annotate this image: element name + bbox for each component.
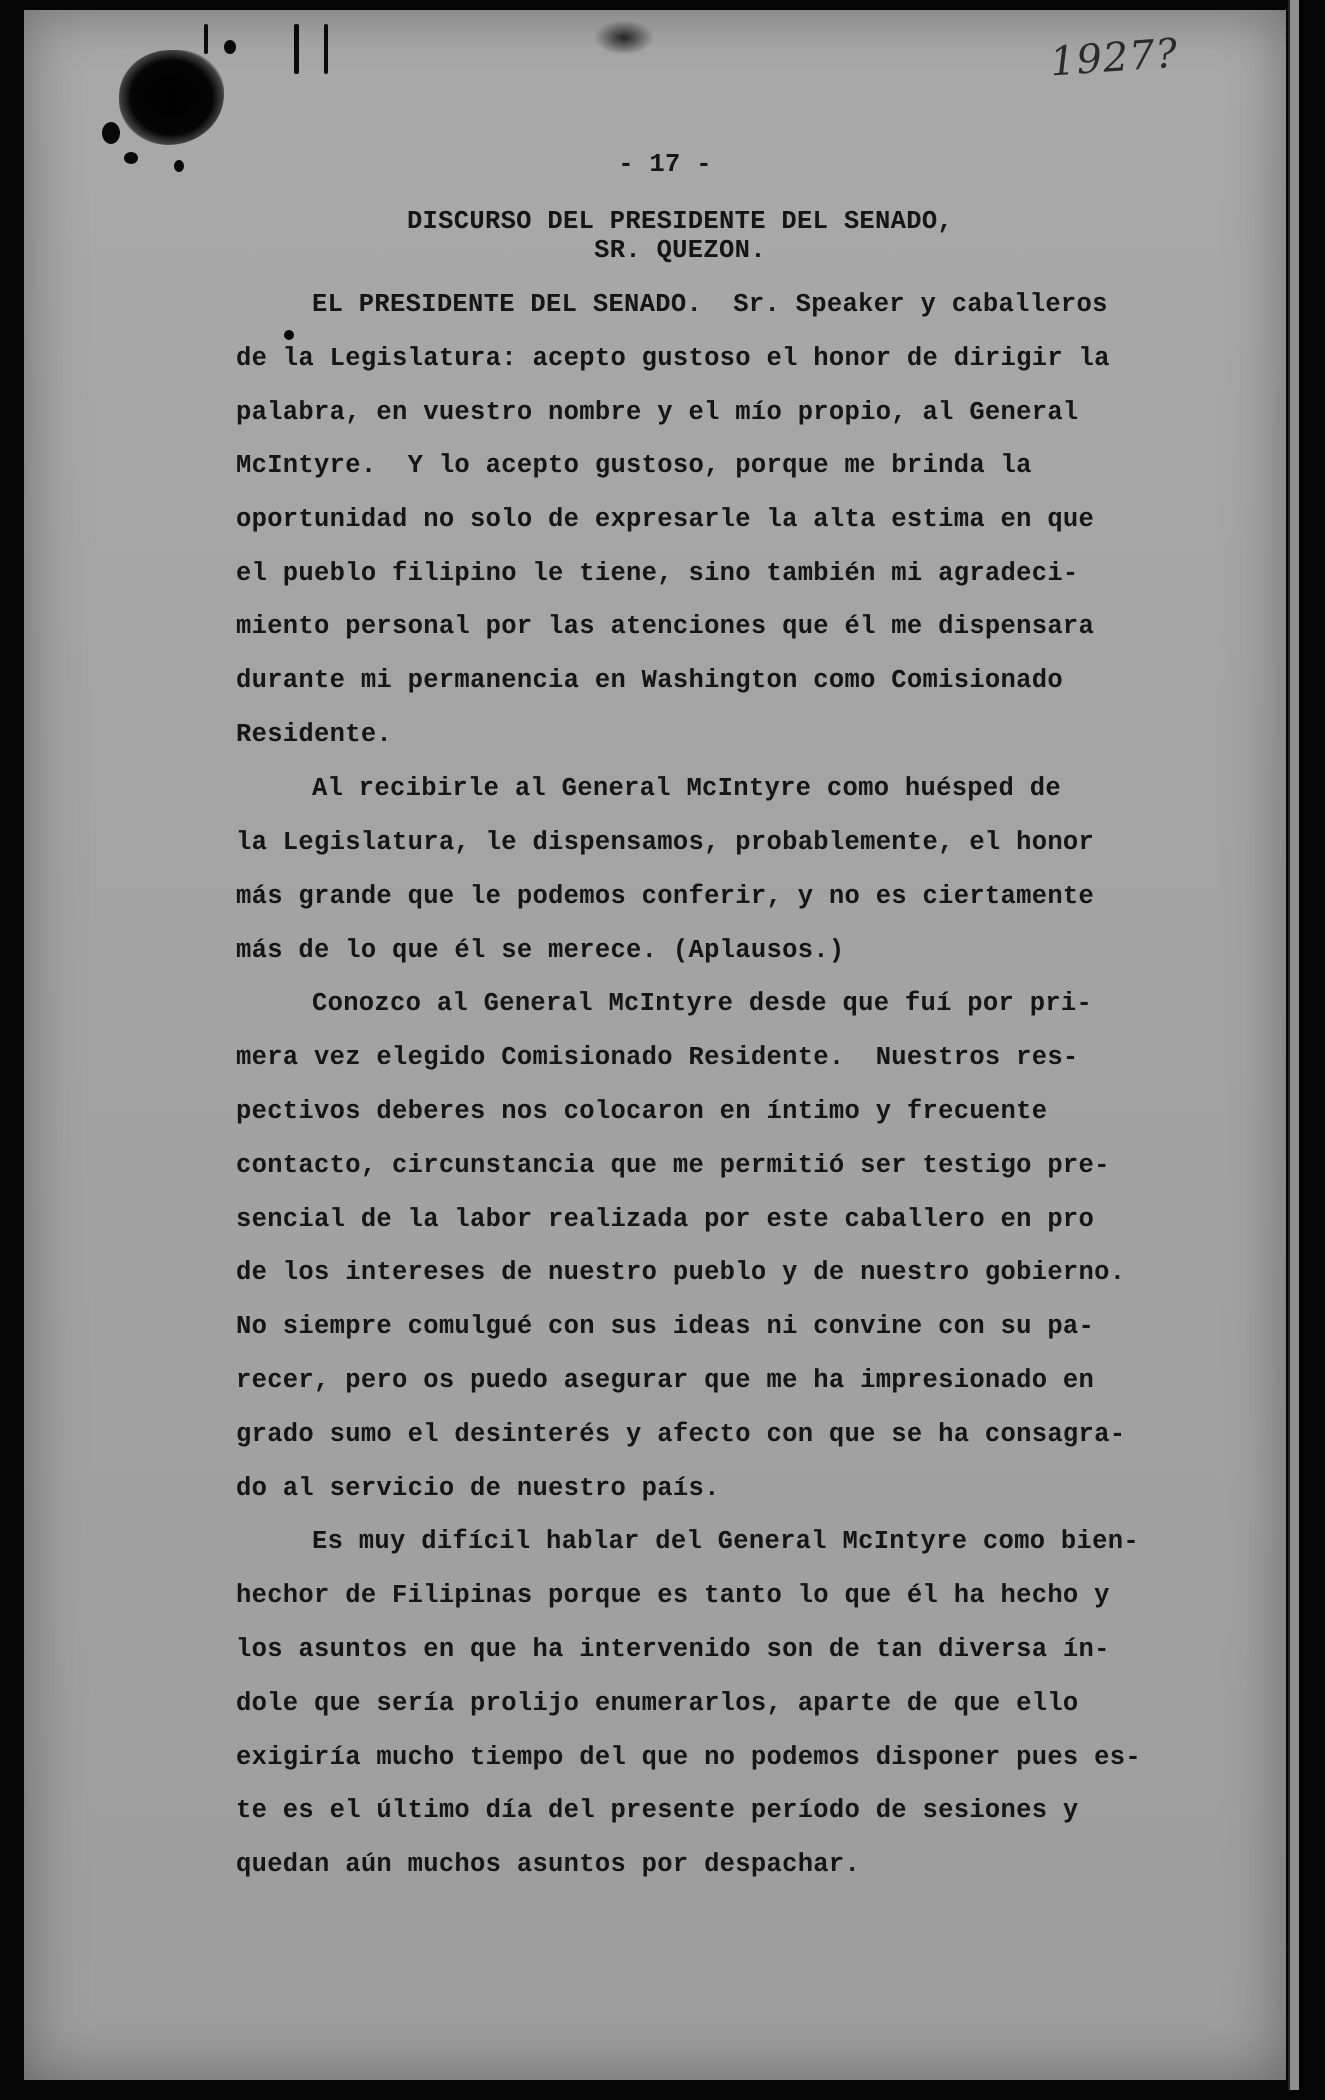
body-line: los asuntos en que ha intervenido son de tan diversa ín-	[236, 1635, 1110, 1664]
body-line: palabra, en vuestro nombre y el mío propio, al General	[236, 398, 1079, 427]
body-line: durante mi permanencia en Washington como Comisionado	[236, 666, 1063, 695]
body-line: de la Legislatura: acepto gustoso el honor de dirigir la	[236, 344, 1110, 373]
body-line: McIntyre. Y lo acepto gustoso, porque me brinda la	[236, 451, 1032, 480]
body-line: mera vez elegido Comisionado Residente. Nuestros res-	[236, 1043, 1079, 1072]
body-line: grado sumo el desinterés y afecto con que se ha consagra-	[236, 1420, 1126, 1449]
ink-drop	[294, 24, 299, 74]
body-line: te es el último día del presente período de sesiones y	[236, 1796, 1079, 1825]
body-line: Conozco al General McIntyre desde que fuí por pri-	[312, 989, 1093, 1018]
body-line: exigiría mucho tiempo del que no podemos disponer pues es-	[236, 1743, 1141, 1772]
body-line: más grande que le podemos conferir, y no es ciertamente	[236, 882, 1095, 911]
body-line: de los intereses de nuestro pueblo y de nuestro gobierno.	[236, 1258, 1126, 1287]
body-line: No siempre comulgué con sus ideas ni convine con su pa-	[236, 1312, 1095, 1341]
body-line: el pueblo filipino le tiene, sino también mi agradeci-	[236, 559, 1079, 588]
body-line: dole que sería prolijo enumerarlos, aparte de que ello	[236, 1689, 1079, 1718]
speaker-name: SR. QUEZON.	[594, 236, 766, 265]
handwritten-year-note: 1927?	[1048, 30, 1180, 86]
body-line: EL PRESIDENTE DEL SENADO. Sr. Speaker y caballeros	[312, 290, 1108, 319]
speech-title: DISCURSO DEL PRESIDENTE DEL SENADO,	[406, 207, 954, 236]
ink-drop	[324, 24, 328, 74]
body-line: hechor de Filipinas porque es tanto lo que él ha hecho y	[236, 1581, 1110, 1610]
body-line: más de lo que él se merece. (Aplausos.)	[236, 936, 845, 965]
ink-drop	[224, 40, 236, 54]
body-line: la Legislatura, le dispensamos, probablemente, el honor	[236, 828, 1095, 857]
ink-blot-stain	[119, 50, 224, 145]
body-line: do al servicio de nuestro país.	[236, 1474, 720, 1503]
page-edge	[1288, 0, 1299, 2090]
body-line: Al recibirle al General McIntyre como huésped de	[312, 774, 1061, 803]
body-line: Es muy difícil hablar del General McIntyre como bien-	[312, 1527, 1139, 1556]
body-line: recer, pero os puedo asegurar que me ha impresionado en	[236, 1366, 1095, 1395]
ink-drop	[204, 24, 208, 54]
body-line: contacto, circunstancia que me permitió ser testigo pre-	[236, 1151, 1110, 1180]
body-line: pectivos deberes nos colocaron en íntimo y frecuente	[236, 1097, 1048, 1126]
ink-drop	[124, 152, 138, 164]
body-line: miento personal por las atenciones que él me dispensara	[236, 612, 1095, 641]
top-stain	[594, 20, 654, 55]
ink-drop	[284, 330, 294, 340]
body-line: quedan aún muchos asuntos por despachar.	[236, 1850, 861, 1879]
ink-drop	[174, 160, 184, 172]
body-line: oportunidad no solo de expresarle la alta estima en que	[236, 505, 1095, 534]
body-line: Residente.	[236, 720, 393, 749]
body-line: sencial de la labor realizada por este caballero en pro	[236, 1205, 1095, 1234]
page-number: - 17 -	[618, 150, 712, 179]
ink-drop	[102, 122, 120, 144]
